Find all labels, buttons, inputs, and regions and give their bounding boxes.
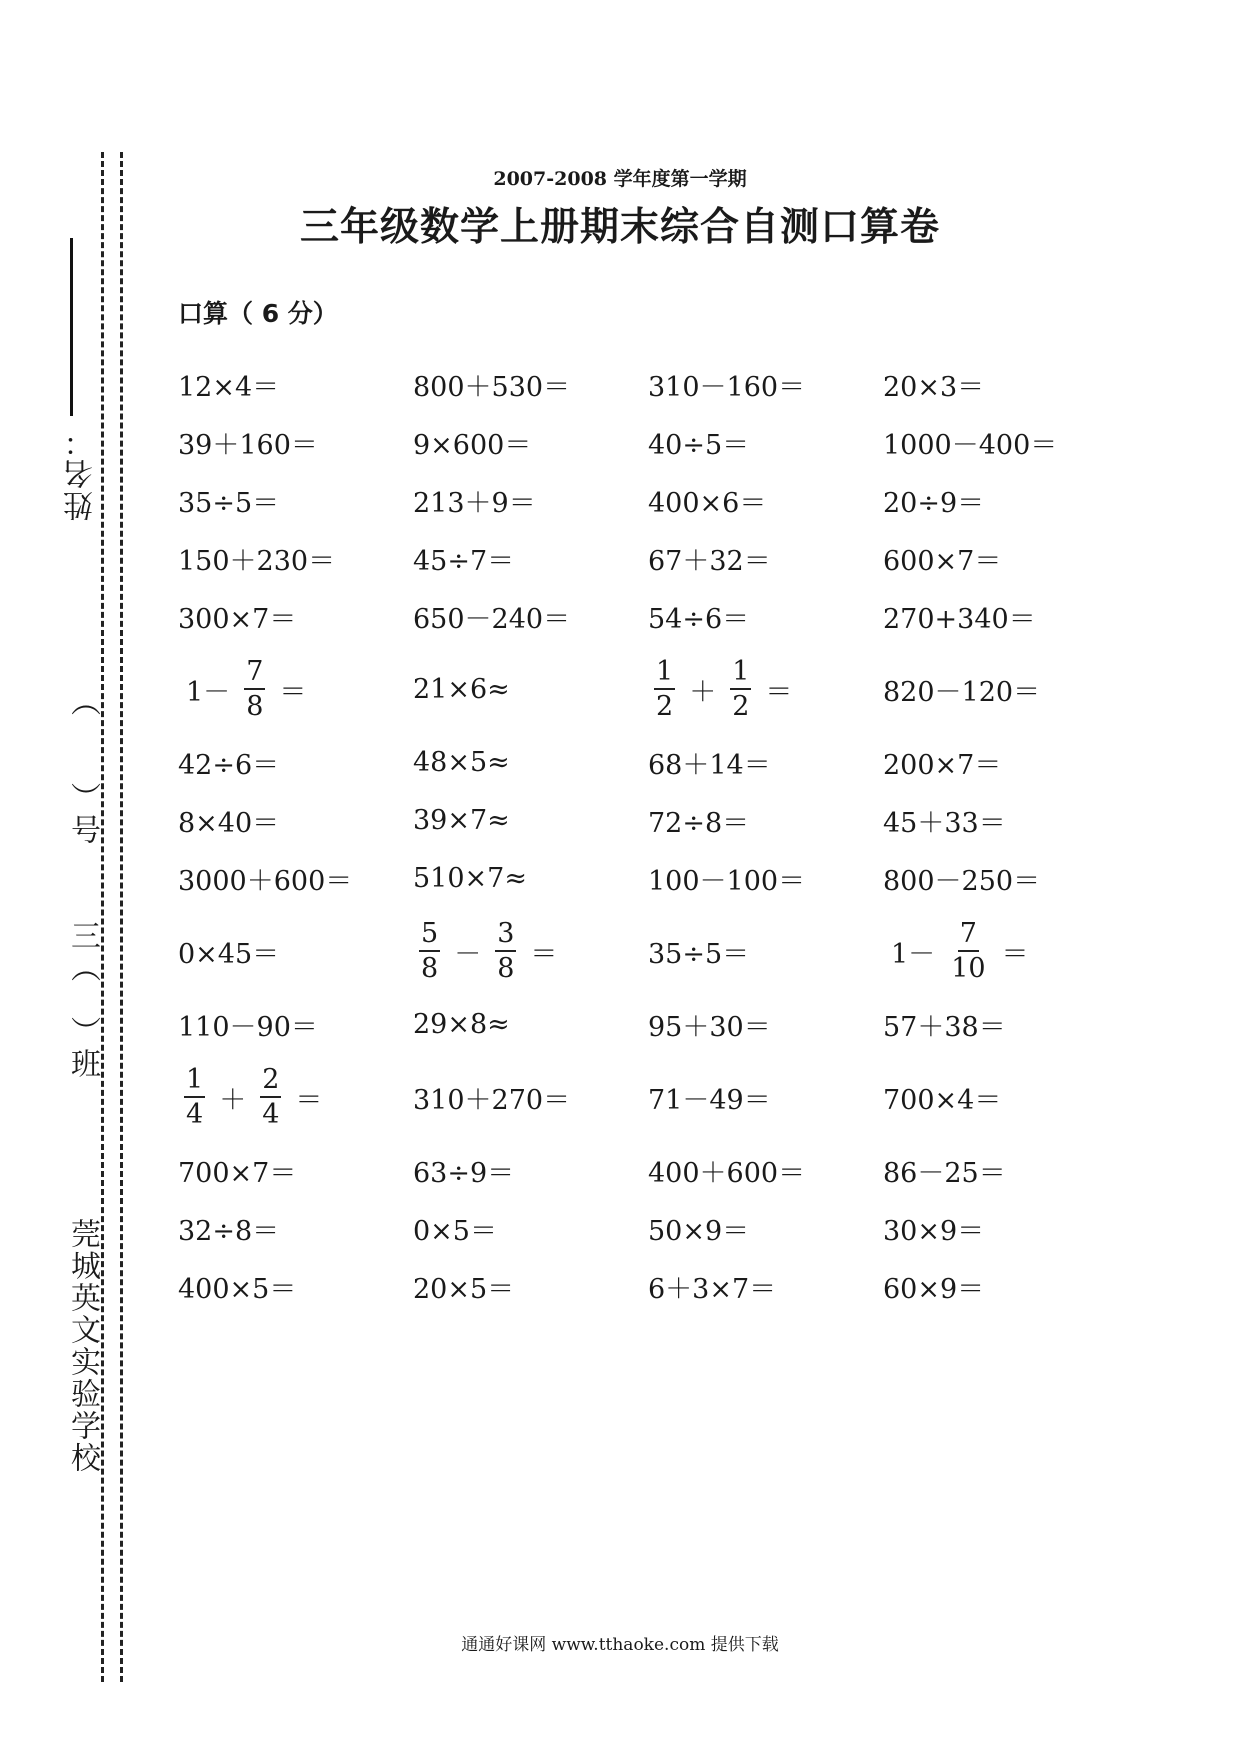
problem-text: 100－100＝: [648, 865, 806, 897]
problem-cell: [413, 1078, 648, 1117]
problem-text: 3000＋600＝: [178, 865, 353, 897]
number-label: （ ）号: [65, 686, 100, 846]
fraction-numerator: 1: [654, 658, 675, 690]
section-title: 口算（ 6 分）: [178, 299, 338, 328]
footer-credit: 通通好课网 www.tthaoke.com 提供下载: [461, 1635, 779, 1655]
problem-cell: [648, 801, 883, 840]
problem-cell: [648, 423, 883, 462]
fraction: [949, 920, 987, 982]
problem-cell: [648, 481, 883, 520]
problem-text: 63÷9＝: [413, 1157, 515, 1189]
problem-text: 95＋30＝: [648, 1011, 771, 1043]
fraction: [495, 920, 516, 982]
problem-cell: [413, 920, 648, 982]
problem-cell: [648, 539, 883, 578]
problem-text: 86－25＝: [883, 1157, 1006, 1189]
problem-row: [178, 529, 1138, 587]
problem-text: 57＋38＝: [883, 1011, 1006, 1043]
problem-text: 600×7＝: [883, 545, 1002, 577]
problem-text: 270+340＝: [883, 603, 1036, 635]
problem-cell: [178, 801, 413, 840]
fraction-denominator: 8: [497, 953, 515, 984]
problem-cell: [413, 1267, 648, 1306]
problem-cell: [178, 365, 413, 404]
problem-cell: [883, 1267, 1118, 1306]
problem-text: 39＋160＝: [178, 429, 318, 461]
problem-cell: [413, 1151, 648, 1190]
problem-text: 20÷9＝: [883, 487, 985, 519]
problem-cell: [413, 481, 648, 520]
fraction-denominator: 2: [656, 691, 674, 722]
problem-cell: [883, 539, 1118, 578]
problem-cell: [648, 1267, 883, 1306]
problem-text: 29×8≈: [413, 1008, 510, 1040]
problem-text: 1000－400＝: [883, 429, 1058, 461]
problem-cell: [178, 1066, 413, 1128]
problem-row: [178, 733, 1138, 791]
problem-text: 150＋230＝: [178, 545, 336, 577]
problem-text: 30×9＝: [883, 1215, 985, 1247]
problem-text: 110－90＝: [178, 1011, 318, 1043]
fraction-denominator: 8: [246, 691, 264, 722]
problem-text: 510×7≈: [413, 862, 527, 894]
problem-operator: －: [454, 938, 482, 970]
problem-cell: [413, 674, 648, 705]
problem-cell: [648, 365, 883, 404]
problem-operator: ＝: [1001, 938, 1029, 970]
problem-cell: [413, 423, 648, 462]
problem-row: [178, 907, 1138, 995]
problem-text: 20×5＝: [413, 1273, 515, 1305]
problem-text: 200×7＝: [883, 749, 1002, 781]
problem-row: [178, 1199, 1138, 1257]
fraction-numerator: 2: [260, 1066, 281, 1098]
problem-text: 400＋600＝: [648, 1157, 806, 1189]
problem-cell: [648, 932, 883, 971]
problem-cell: [178, 1151, 413, 1190]
problem-cell: [178, 597, 413, 636]
problem-text: 72÷8＝: [648, 807, 750, 839]
fraction-denominator: 10: [951, 953, 986, 984]
problem-operator: 1－: [891, 938, 936, 970]
page-subtitle: 2007-2008 学年度第一学期: [493, 168, 747, 190]
fraction-numerator: 7: [244, 658, 265, 690]
problem-operator: 1－: [186, 676, 231, 708]
problem-cell: [413, 805, 648, 836]
problem-cell: [883, 1005, 1118, 1044]
problem-cell: [178, 743, 413, 782]
problem-cell: [413, 747, 648, 778]
problem-cell: [413, 539, 648, 578]
problem-text: 400×6＝: [648, 487, 767, 519]
problem-text: 60×9＝: [883, 1273, 985, 1305]
problem-cell: [413, 597, 648, 636]
problem-text: 300×7＝: [178, 603, 297, 635]
problem-text: 820－120＝: [883, 676, 1041, 708]
class-label: 三（ ）班: [65, 920, 100, 1080]
problem-cell: [648, 859, 883, 898]
problem-text: 8×40＝: [178, 807, 280, 839]
problem-cell: [648, 658, 883, 720]
problem-cell: [413, 365, 648, 404]
name-write-line: [70, 238, 73, 416]
problem-operator: ＝: [295, 1084, 323, 1116]
fraction-denominator: 8: [421, 953, 439, 984]
problem-cell: [178, 932, 413, 971]
problem-text: 9×600＝: [413, 429, 532, 461]
problem-cell: [648, 743, 883, 782]
fraction: [730, 658, 751, 720]
problem-operator: ＝: [530, 938, 558, 970]
cut-line-inner: [120, 152, 123, 1682]
problem-cell: [648, 1005, 883, 1044]
problem-cell: [413, 1009, 648, 1040]
problem-text: 39×7≈: [413, 804, 510, 836]
problem-cell: [883, 1151, 1118, 1190]
name-label: 姓名：: [64, 425, 99, 521]
fraction-numerator: 5: [419, 920, 440, 952]
school-name: 莞城英文实验学校: [65, 1218, 100, 1474]
problem-text: 35÷5＝: [178, 487, 280, 519]
problem-text: 45÷7＝: [413, 545, 515, 577]
problem-operator: ＝: [279, 676, 307, 708]
problem-operator: ＋: [219, 1084, 247, 1116]
problem-text: 20×3＝: [883, 371, 985, 403]
problem-text: 700×7＝: [178, 1157, 297, 1189]
problem-row: [178, 587, 1138, 645]
problem-text: 32÷8＝: [178, 1215, 280, 1247]
problem-cell: [883, 597, 1118, 636]
problem-text: 0×45＝: [178, 938, 280, 970]
problem-cell: [883, 1078, 1118, 1117]
problem-cell: [178, 658, 413, 720]
problem-cell: [178, 481, 413, 520]
fraction: [244, 658, 265, 720]
problem-text: 68＋14＝: [648, 749, 771, 781]
problem-cell: [648, 1078, 883, 1117]
fraction: [419, 920, 440, 982]
problem-row: [178, 1257, 1138, 1315]
problem-cell: [883, 670, 1118, 709]
problem-cell: [883, 365, 1118, 404]
problem-text: 0×5＝: [413, 1215, 497, 1247]
problem-text: 21×6≈: [413, 673, 510, 705]
fraction-numerator: 3: [495, 920, 516, 952]
problem-text: 71－49＝: [648, 1084, 771, 1116]
problem-cell: [413, 1209, 648, 1248]
page-title: 三年级数学上册期末综合自测口算卷: [299, 205, 940, 250]
problem-text: 310＋270＝: [413, 1084, 571, 1116]
problem-text: 42÷6＝: [178, 749, 280, 781]
problem-row: [178, 1141, 1138, 1199]
problem-text: 6＋3×7＝: [648, 1273, 777, 1305]
fraction-numerator: 1: [730, 658, 751, 690]
fraction-denominator: 4: [186, 1099, 204, 1130]
problem-cell: [648, 1209, 883, 1248]
problem-text: 800＋530＝: [413, 371, 571, 403]
problem-operator: ＝: [765, 676, 793, 708]
problem-cell: [413, 863, 648, 894]
problem-cell: [883, 859, 1118, 898]
problem-cell: [883, 801, 1118, 840]
problem-row: [178, 995, 1138, 1053]
problem-row: [178, 1053, 1138, 1141]
problem-text: 50×9＝: [648, 1215, 750, 1247]
problem-cell: [883, 481, 1118, 520]
problem-cell: [883, 423, 1118, 462]
problem-cell: [178, 1209, 413, 1248]
problem-row: [178, 413, 1138, 471]
fraction: [654, 658, 675, 720]
problem-text: 310－160＝: [648, 371, 806, 403]
problem-text: 213＋9＝: [413, 487, 536, 519]
problem-cell: [178, 1267, 413, 1306]
problem-text: 54÷6＝: [648, 603, 750, 635]
problem-grid: [178, 355, 1138, 1315]
problem-cell: [178, 1005, 413, 1044]
problem-row: [178, 645, 1138, 733]
problem-cell: [178, 539, 413, 578]
problem-cell: [648, 597, 883, 636]
problem-text: 40÷5＝: [648, 429, 750, 461]
problem-cell: [883, 1209, 1118, 1248]
problem-text: 67＋32＝: [648, 545, 771, 577]
problem-operator: ＋: [689, 676, 717, 708]
problem-row: [178, 791, 1138, 849]
problem-cell: [883, 920, 1118, 982]
problem-cell: [178, 859, 413, 898]
problem-row: [178, 849, 1138, 907]
fraction-denominator: 4: [262, 1099, 280, 1130]
fraction-numerator: 1: [184, 1066, 205, 1098]
problem-cell: [178, 423, 413, 462]
fraction-denominator: 2: [732, 691, 750, 722]
problem-row: [178, 355, 1138, 413]
problem-text: 45＋33＝: [883, 807, 1006, 839]
problem-text: 35÷5＝: [648, 938, 750, 970]
problem-text: 12×4＝: [178, 371, 280, 403]
fraction: [260, 1066, 281, 1128]
problem-row: [178, 471, 1138, 529]
fraction-numerator: 7: [958, 920, 979, 952]
problem-text: 650－240＝: [413, 603, 571, 635]
problem-cell: [648, 1151, 883, 1190]
problem-text: 48×5≈: [413, 746, 510, 778]
fraction: [184, 1066, 205, 1128]
problem-text: 800－250＝: [883, 865, 1041, 897]
problem-text: 400×5＝: [178, 1273, 297, 1305]
problem-cell: [883, 743, 1118, 782]
problem-text: 700×4＝: [883, 1084, 1002, 1116]
